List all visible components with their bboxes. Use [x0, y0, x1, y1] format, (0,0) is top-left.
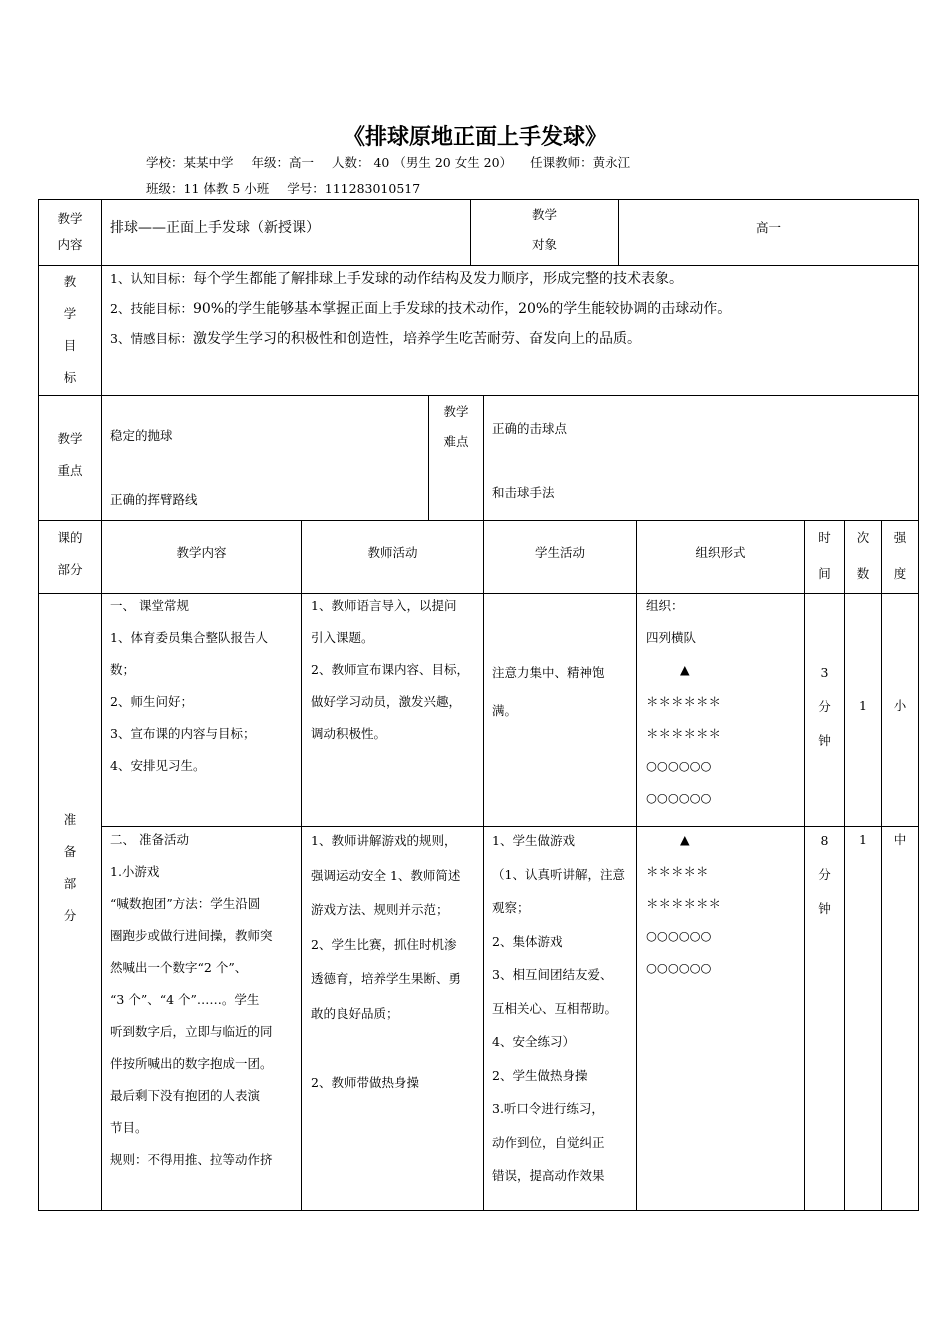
row2-student-line: 4、安全练习）: [492, 1034, 575, 1049]
goal-text: 每个学生都能了解排球上手发球的动作结构及发力顺序，形成完整的技术表象。: [192, 271, 683, 287]
key-label-1: 教学: [57, 431, 83, 446]
object-label-2: 对象: [531, 237, 557, 252]
school: 学校：某某中学: [146, 155, 234, 170]
content-label: [39, 200, 101, 258]
difficulty-2: 和击球手法: [492, 485, 555, 500]
row1-teacher-line: 2、教师宣布课内容、目标，: [311, 662, 469, 677]
row2-teacher-spacer: [311, 1031, 483, 1066]
object-value: 高一: [755, 220, 781, 235]
row2-teacher-line: 透德育，培养学生果断、勇: [311, 971, 462, 986]
th-times: [845, 520, 881, 592]
row2-content-line: 伴按所喊出的数字抱成一团。: [110, 1056, 273, 1071]
th-time-2: 间: [818, 566, 831, 581]
student-count: 人数： 40 （男生 20 女生 20）: [332, 155, 513, 170]
row2-org-line: ○○○○○○: [646, 960, 712, 975]
meta-line-2: [146, 179, 434, 197]
goal-item: [110, 324, 915, 354]
section-label: [39, 804, 101, 932]
row1-org-line: ○○○○○○: [646, 790, 712, 805]
page-title: 《排球原地正面上手发球》: [342, 125, 607, 150]
row1-content: [110, 590, 300, 782]
row1-time-line: 3: [820, 665, 829, 680]
content-value: 排球——正面上手发球（新授课）: [110, 220, 320, 236]
row2-content-line: 然喊出一个数字“2 个”、: [110, 960, 248, 975]
row1-org-line: ○○○○○○: [646, 758, 712, 773]
row2-content-line: 1.小游戏: [110, 864, 160, 879]
row1-time-line: 钟: [818, 733, 831, 748]
row2-teacher-line: 游戏方法、规则并示范；: [311, 902, 449, 917]
row2-student-line: 动作到位，自觉纠正: [492, 1134, 605, 1150]
row2-student-line: 1、学生做游戏: [492, 833, 575, 848]
teacher-position-icon: ▲: [680, 662, 690, 677]
row1-content-line: 4、安排见习生。: [110, 758, 206, 773]
row2-content-line: “喊数抱团”方法：学生沿圆: [110, 896, 261, 911]
row2-teacher: [311, 824, 483, 1100]
row1-content-line: 3、宣布课的内容与目标；: [110, 726, 256, 741]
row1-teacher-line: 1、教师语言导入，以提问: [311, 598, 457, 613]
row2-org-line: ＊＊＊＊＊＊: [646, 896, 722, 911]
row1-times: 1: [859, 698, 867, 713]
row2-student-line: 2、学生做热身操: [492, 1067, 588, 1083]
goal-prefix: 1、认知目标：: [110, 271, 193, 286]
key-points-label: [39, 423, 101, 487]
row1-org-line: ＊＊＊＊＊＊: [646, 694, 722, 709]
row2-student-line: 3、相互间团结友爱、: [492, 967, 613, 982]
row2-intensity: 中: [893, 832, 907, 847]
row1-teacher-line: 引入课题。: [311, 630, 374, 645]
goal-item: [110, 294, 915, 324]
row2-time-line: 钟: [818, 901, 831, 916]
goals-label: [39, 266, 101, 394]
th-intensity-1: 强: [893, 530, 907, 545]
row2-student-line: 3.听口令进行练习，: [492, 1101, 604, 1116]
row1-content-line: 数；: [110, 662, 136, 677]
th-times-2: 数: [856, 566, 870, 581]
goals-label-2: 学: [63, 306, 77, 321]
teacher-name: 任课教师：黄永江: [530, 155, 631, 170]
row1-student: [492, 654, 634, 730]
row2-content-line: 节目。: [110, 1120, 148, 1135]
teacher-position-icon: ▲: [680, 832, 690, 847]
th-teacher: 教师活动: [367, 545, 418, 560]
row1-content-line: 1、体育委员集合整队报告人: [110, 630, 268, 645]
th-part-2: 部分: [57, 562, 83, 577]
row1-org-line: 组织：: [646, 598, 684, 613]
key-point-1: 稳定的抛球: [110, 428, 173, 443]
section-label-1: 准: [63, 812, 77, 827]
section-label-2: 备: [63, 844, 77, 859]
row2-teacher-line: 强调运动安全 1、教师简述: [311, 867, 461, 883]
th-part: [39, 522, 101, 586]
goal-prefix: 2、技能目标：: [110, 301, 193, 316]
content-label-1: 教学: [57, 211, 83, 226]
difficulty-label-1: 教学: [443, 404, 469, 419]
object-label-1: 教学: [531, 207, 557, 222]
key-point-2: 正确的挥臂路线: [110, 492, 198, 507]
meta-line-1: [146, 153, 644, 171]
row2-student-line: 观察；: [492, 900, 530, 915]
th-intensity-2: 度: [893, 566, 907, 581]
row1-student-line: 注意力集中、精神饱: [492, 665, 605, 680]
row2-content: [110, 824, 300, 1176]
row2-time-line: 8: [820, 833, 829, 848]
th-student: 学生活动: [534, 545, 585, 560]
row2-content-line: 听到数字后，立即与临近的同: [110, 1024, 273, 1039]
row2-teacher-line: 2、教师带做热身操: [311, 1074, 419, 1090]
goal-item: [110, 264, 915, 294]
section-label-3: 部: [63, 876, 77, 891]
row1-teacher-line: 做好学习动员，激发兴趣，: [311, 694, 462, 709]
th-times-1: 次: [856, 530, 870, 545]
goals-label-4: 标: [63, 370, 77, 385]
row1-time-line: 分: [818, 699, 831, 714]
goals-label-1: 教: [63, 274, 77, 289]
key-label-2: 重点: [57, 463, 83, 478]
th-time-1: 时: [818, 530, 831, 545]
th-intensity: [882, 520, 918, 592]
object-label: [471, 200, 618, 260]
grade: 年级：高一: [251, 155, 315, 170]
student-id: 学号：111283010517: [287, 181, 421, 196]
row2-content-line: 二、 准备活动: [110, 832, 189, 847]
difficulty-label: [429, 397, 483, 457]
row2-org-line: ○○○○○○: [646, 928, 712, 943]
th-organization: 组织形式: [695, 545, 746, 560]
row2-content-line: 规则：不得用推、拉等动作挤: [110, 1152, 273, 1167]
class-info: 班级：11 体教 5 小班: [146, 181, 270, 196]
row2-org-line: ＊＊＊＊＊: [646, 864, 709, 879]
row1-time: [805, 656, 844, 758]
row1-intensity: 小: [893, 698, 907, 713]
section-label-4: 分: [63, 908, 77, 923]
row2-content-line: 圈跑步或做行进间操，教师突: [110, 928, 273, 943]
row2-student-line: （1、认真听讲解，注意: [492, 866, 625, 882]
row2-content-line: 最后剩下没有抱团的人表演: [110, 1088, 261, 1103]
th-content: 教学内容: [176, 545, 227, 560]
row1-teacher-line: 调动积极性。: [311, 726, 387, 741]
row1-content-line: 2、师生问好；: [110, 694, 193, 709]
row2-organization: [646, 824, 804, 984]
row2-student-line: 互相关心、互相帮助。: [492, 1000, 618, 1016]
row1-org-line: 四列横队: [646, 630, 697, 645]
row2-student-line: 2、集体游戏: [492, 933, 563, 949]
row1-org-line: ＊＊＊＊＊＊: [646, 726, 722, 741]
row1-content-line: 一、 课堂常规: [110, 598, 189, 613]
goal-text: 90%的学生能够基本掌握正面上手发球的技术动作，20%的学生能较协调的击球动作。: [192, 301, 732, 317]
difficulty-1: 正确的击球点: [492, 421, 568, 436]
row2-teacher-line: 敢的良好品质；: [311, 1005, 399, 1021]
row2-student: [492, 824, 634, 1193]
row1-teacher: [311, 590, 483, 750]
row2-student-line: 错误，提高动作效果: [492, 1168, 605, 1183]
th-part-1: 课的: [57, 530, 83, 545]
row2-times: 1: [859, 832, 867, 847]
goals-label-3: 目: [63, 338, 77, 353]
row2-time: [805, 824, 844, 926]
th-time: [805, 520, 844, 592]
row2-teacher-line: 1、教师讲解游戏的规则，: [311, 833, 457, 848]
row2-time-line: 分: [818, 867, 831, 882]
goal-prefix: 3、情感目标：: [110, 331, 193, 346]
goal-text: 激发学生学习的积极性和创造性，培养学生吃苦耐劳、奋发向上的品质。: [192, 331, 641, 347]
row1-organization: [646, 590, 804, 814]
row2-content-line: “3 个”、“4 个”……。学生: [110, 992, 260, 1007]
difficulty-label-2: 难点: [443, 434, 469, 449]
row1-student-line: 满。: [492, 703, 518, 718]
row2-teacher-line: 2、学生比赛，抓住时机渗: [311, 936, 457, 952]
content-label-2: 内容: [57, 237, 83, 252]
goals-list: [110, 264, 915, 354]
